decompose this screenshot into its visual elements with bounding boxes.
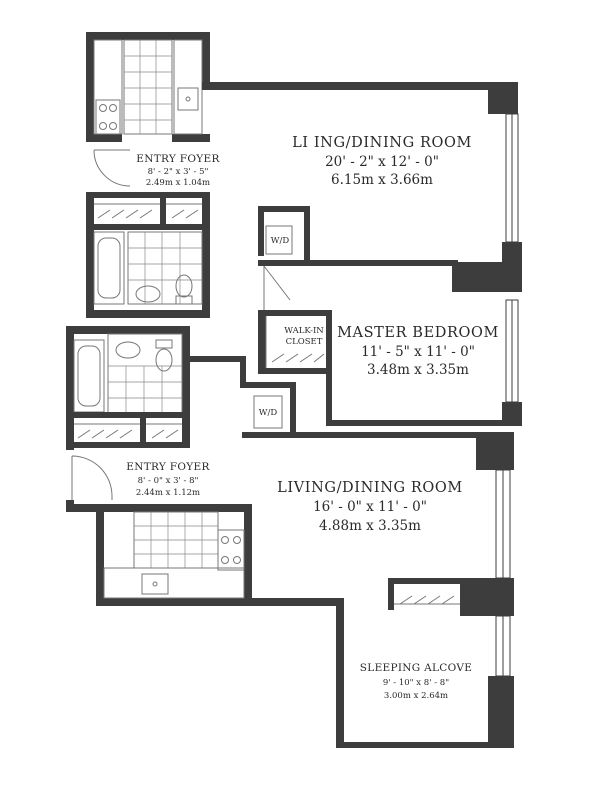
upper-kitchen	[94, 40, 202, 134]
lower-foyer-name: ENTRY FOYER	[126, 461, 210, 473]
upper-bathroom	[94, 232, 202, 304]
sleeping-alcove-name: SLEEPING ALCOVE	[359, 662, 473, 674]
lower-bathroom	[74, 334, 182, 414]
upper-foyer-dims-metric: 2.49m x 1.04m	[145, 178, 211, 188]
lower-living-dims-imperial: 16' - 0" x 11' - 0"	[313, 499, 427, 515]
lower-living-name: LIVING/DINING ROOM	[277, 480, 463, 496]
lower-kitchen	[104, 512, 244, 598]
lower-living-dims-metric: 4.88m x 3.35m	[319, 518, 421, 534]
walk-in-closet-line1: WALK-IN	[284, 326, 324, 336]
upper-living-dims-imperial: 20' - 2" x 12' - 0"	[325, 154, 439, 170]
master-bedroom-dims-imperial: 11' - 5" x 11' - 0"	[361, 344, 475, 360]
upper-foyer-dims-imperial: 8' - 2" x 3' - 5"	[147, 167, 209, 177]
upper-living-name: LI ING/DINING ROOM	[292, 135, 472, 151]
upper-living-dims-metric: 6.15m x 3.66m	[331, 172, 433, 188]
master-bedroom-dims-metric: 3.48m x 3.35m	[367, 362, 469, 378]
wd-upper-label: W/D	[270, 236, 290, 246]
lower-foyer-dims-metric: 2.44m x 1.12m	[135, 488, 201, 498]
upper-foyer-name: ENTRY FOYER	[136, 153, 220, 165]
wd-lower-label: W/D	[258, 408, 278, 418]
sleeping-alcove-dims-metric: 3.00m x 2.64m	[383, 691, 449, 701]
walk-in-closet-line2: CLOSET	[285, 337, 323, 347]
master-bedroom-name: MASTER BEDROOM	[337, 325, 499, 341]
lower-foyer-dims-imperial: 8' - 0" x 3' - 8"	[137, 476, 199, 486]
sleeping-alcove-dims-imperial: 9' - 10" x 8' - 8"	[382, 678, 450, 688]
